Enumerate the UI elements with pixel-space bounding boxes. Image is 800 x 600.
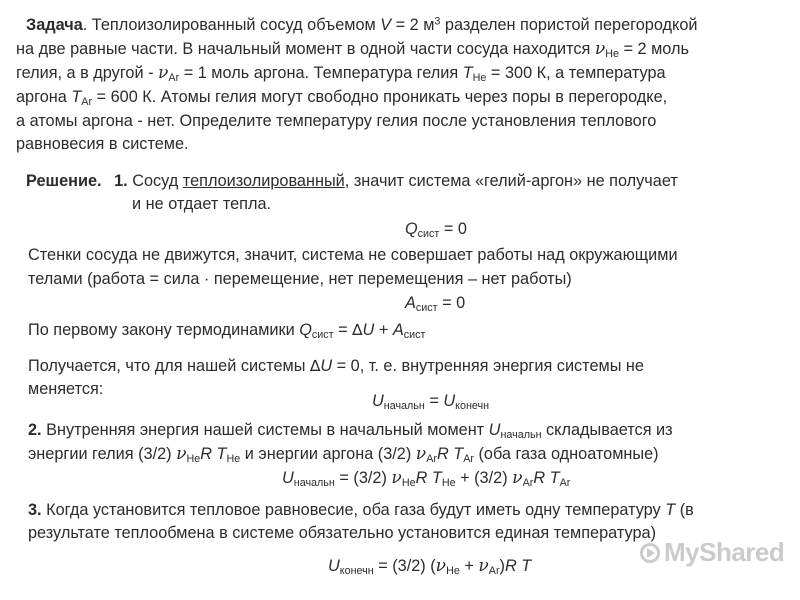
nu-symbol: ν xyxy=(594,39,606,59)
result-line-2: меняется: xyxy=(28,380,104,398)
step2-line-1: 2. Внутренняя энергия нашей системы в начальный момент $U_{начальн}$ складывается из xyxy=(28,421,673,442)
walls-line-1: Стенки сосуда не движутся, значит, система не совершает работы над окружающими xyxy=(28,246,678,264)
eq-u-initial: $U_{начальн} = (3/2)$ $\nu_{He}R$ $T_{He} + (3/2)$ $\nu_{Ar}R$ $T_{Ar}$ xyxy=(282,468,571,490)
problem-line-3: гелия, а в другой - $\nu_{Ar} = 1$ моль аргона. Температура гелия $T_{He} = 300$ К, а температура xyxy=(16,63,666,85)
delta-symbol: ∆ xyxy=(352,321,363,339)
problem-line-6: равновесия в системе. xyxy=(16,135,189,153)
problem-line-5: а атомы аргона - нет. Определите температуру гелия после установления теплового xyxy=(16,112,657,130)
step2-line-2: энергии гелия (3/2) $\nu_{He}R$ $T_{He}$ и энергии аргона (3/2) $\nu_{Ar}R$ $T_{Ar}$ (оба газа одноатомные) xyxy=(28,444,659,466)
solution-label: Решение. xyxy=(26,172,102,190)
problem-line-1: Задача. Теплоизолированный сосуд объемом V = 2 $м^3$ разделен пористой перегородкой xyxy=(26,15,698,34)
step3-line-1: 3. Когда установится тепловое равновесие, оба газа будут иметь одну температуру T (в xyxy=(28,501,694,519)
walls-line-2: телами (работа = сила · перемещение, нет перемещения – нет работы) xyxy=(28,270,572,288)
problem-label: Задача xyxy=(26,16,83,34)
problem-line-4: аргона $T_{Ar} = 600$ К. Атомы гелия могут свободно проникать через поры в перегородке, xyxy=(16,88,668,109)
eq-q-zero: $Q_{сист} = 0$ xyxy=(405,220,467,241)
play-icon xyxy=(640,543,660,563)
eq-a-zero: $A_{сист} = 0$ xyxy=(405,294,466,315)
problem-line-2: на две равные части. В начальный момент в одной части сосуда находится $\nu_{He} = 2$ моль xyxy=(16,39,689,61)
solution-line-2: и не отдает тепла. xyxy=(132,195,272,213)
watermark-logo: MyShared xyxy=(640,537,784,568)
first-law-line: По первому закону термодинамики $Q_{сист} = \Delta U + A_{сист}$ xyxy=(28,321,426,342)
step3-line-2: результате теплообмена в системе обязательно установится единая температура) xyxy=(28,524,656,542)
solution-line-1: Решение. 1. Сосуд теплоизолированный, значит система «гелий-аргон» не получает xyxy=(26,172,678,190)
result-line-1: Получается, что для нашей системы ∆U = 0, т. е. внутренняя энергия системы не xyxy=(28,357,644,375)
eq-u-equal: $U_{начальн} = U_{конечн}$ xyxy=(372,392,490,413)
eq-u-final: $U_{конечн} = (3/2) (\nu_{He} + \nu_{Ar})R$ T xyxy=(328,556,532,578)
